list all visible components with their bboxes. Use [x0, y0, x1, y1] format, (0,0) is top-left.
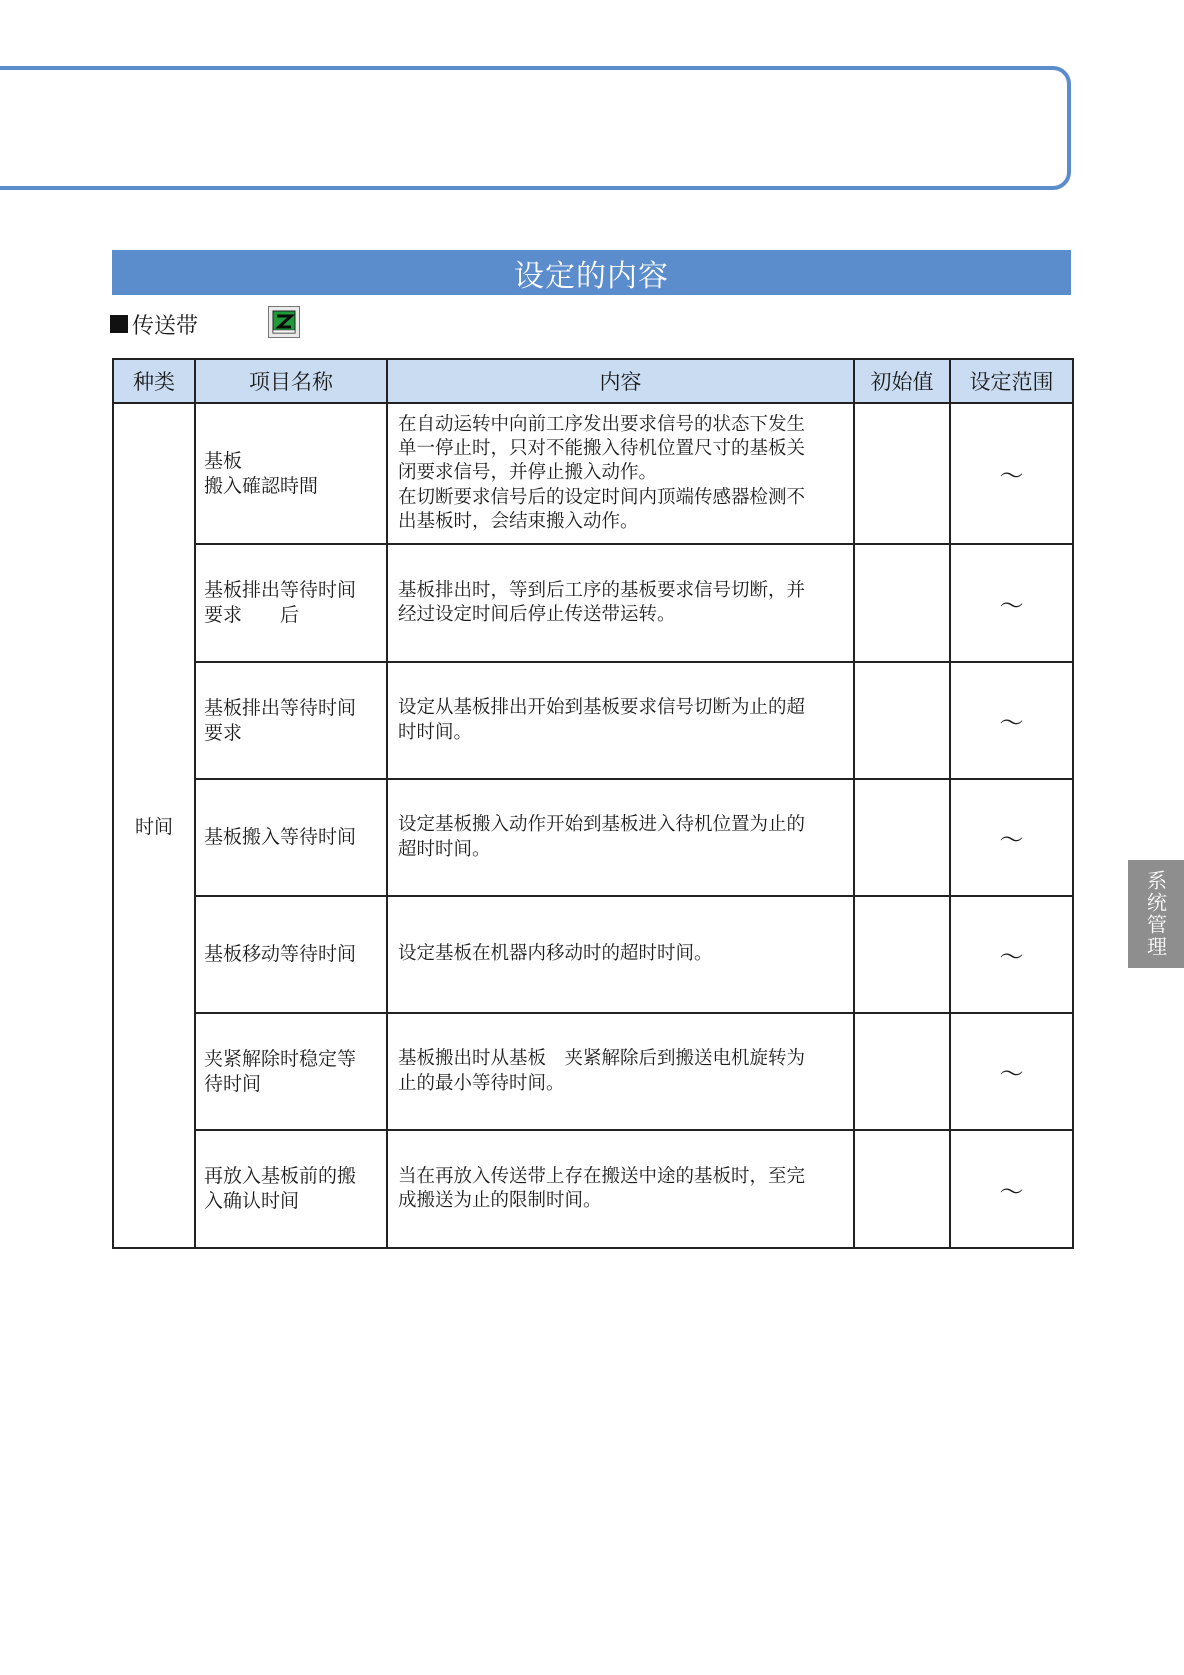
item-name-line: 再放入基板前的搬	[204, 1165, 357, 1188]
item-name	[195, 896, 387, 1013]
bullet-square-icon	[110, 315, 128, 333]
setting-range: ～	[950, 779, 1073, 896]
header-initial-value: 初始值	[854, 359, 950, 403]
side-tab-system-management[interactable]	[1128, 860, 1184, 968]
table-row	[113, 403, 1073, 544]
initial-value	[854, 403, 950, 544]
item-content	[387, 1013, 854, 1130]
header-category: 种类	[113, 359, 195, 403]
item-content	[387, 662, 854, 779]
item-name-line: 待时间	[204, 1072, 262, 1095]
content-line: 基板排出时，等到后工序的基板要求信号切断，并	[398, 579, 806, 601]
table-row	[113, 1130, 1073, 1248]
section-label-text: 传送带	[132, 313, 199, 339]
content-line: 单一停止时，只对不能搬入待机位置尺寸的基板关	[398, 438, 806, 460]
item-name	[195, 544, 387, 662]
item-name-line: 入确认时间	[204, 1190, 300, 1212]
table-header-row	[113, 359, 1073, 403]
item-name	[195, 1130, 387, 1248]
setting-range: ～	[950, 896, 1073, 1013]
content-line: 基板搬出时从基板 夹紧解除后到搬送电机旋转为	[398, 1048, 806, 1070]
table-row	[113, 779, 1073, 896]
header-content: 内容	[387, 359, 854, 403]
content-line: 止的最小等待时间。	[398, 1072, 565, 1094]
setting-range: ～	[950, 1013, 1073, 1130]
item-name-line: 基板排出等待时间	[204, 696, 357, 719]
item-name-line: 搬入確認時間	[204, 474, 319, 497]
item-name-line: 要求	[204, 721, 243, 744]
content-line: 超时时间。	[398, 838, 491, 860]
content-line: 闭要求信号，并停止搬入动作。	[398, 462, 658, 484]
header-setting-range: 设定范围	[950, 359, 1073, 403]
content-line: 时时间。	[398, 721, 473, 743]
initial-value	[854, 779, 950, 896]
initial-value	[854, 662, 950, 779]
content-line: 成搬送为止的限制时间。	[398, 1190, 602, 1211]
content-line: 在自动运转中向前工序发出要求信号的状态下发生	[398, 414, 806, 436]
content-line: 在切断要求信号后的设定时间内顶端传感器检测不	[398, 486, 806, 508]
item-name-line: 夹紧解除时稳定等	[204, 1047, 357, 1070]
settings-table	[112, 358, 1074, 1249]
category-cell: 时间	[113, 403, 195, 1248]
header-item-name: 项目名称	[195, 359, 387, 403]
setting-range: ～	[950, 662, 1073, 779]
table-row	[113, 896, 1073, 1013]
item-content	[387, 544, 854, 662]
conveyor-icon	[268, 306, 300, 338]
item-name	[195, 779, 387, 896]
item-content	[387, 779, 854, 896]
side-tab-label: 系统管理	[1143, 870, 1168, 958]
content-line: 经过设定时间后停止传送带运转。	[398, 604, 676, 625]
content-line: 设定从基板排出开始到基板要求信号切断为止的超	[398, 697, 806, 719]
setting-range: ～	[950, 1130, 1073, 1248]
initial-value	[854, 896, 950, 1013]
initial-value	[854, 544, 950, 662]
table-row	[113, 662, 1073, 779]
item-name	[195, 1013, 387, 1130]
item-name	[195, 403, 387, 544]
item-name-line: 基板移动等待时间	[204, 943, 357, 966]
item-content	[387, 896, 854, 1013]
item-name-line: 基板搬入等待时间	[204, 826, 357, 849]
item-name	[195, 662, 387, 779]
content-line: 出基板时，会结束搬入动作。	[398, 510, 639, 532]
table-row	[113, 1013, 1073, 1130]
setting-range: ～	[950, 403, 1073, 544]
table-row	[113, 544, 1073, 662]
content-line: 设定基板在机器内移动时的超时时间。	[398, 943, 713, 965]
content-line: 当在再放入传送带上存在搬送中途的基板时，至完	[398, 1165, 806, 1187]
setting-range: ～	[950, 544, 1073, 662]
content-line: 设定基板搬入动作开始到基板进入待机位置为止的	[398, 814, 806, 836]
item-content	[387, 1130, 854, 1248]
item-content	[387, 403, 854, 544]
section-title-bar	[112, 250, 1071, 295]
item-name-line: 基板	[204, 449, 243, 472]
item-name-line: 要求 后	[204, 604, 300, 626]
initial-value	[854, 1130, 950, 1248]
section-heading	[110, 308, 198, 340]
initial-value	[854, 1013, 950, 1130]
item-name-line: 基板排出等待时间	[204, 579, 357, 602]
header-frame	[0, 66, 1071, 190]
page-title: 设定的内容	[514, 258, 669, 294]
